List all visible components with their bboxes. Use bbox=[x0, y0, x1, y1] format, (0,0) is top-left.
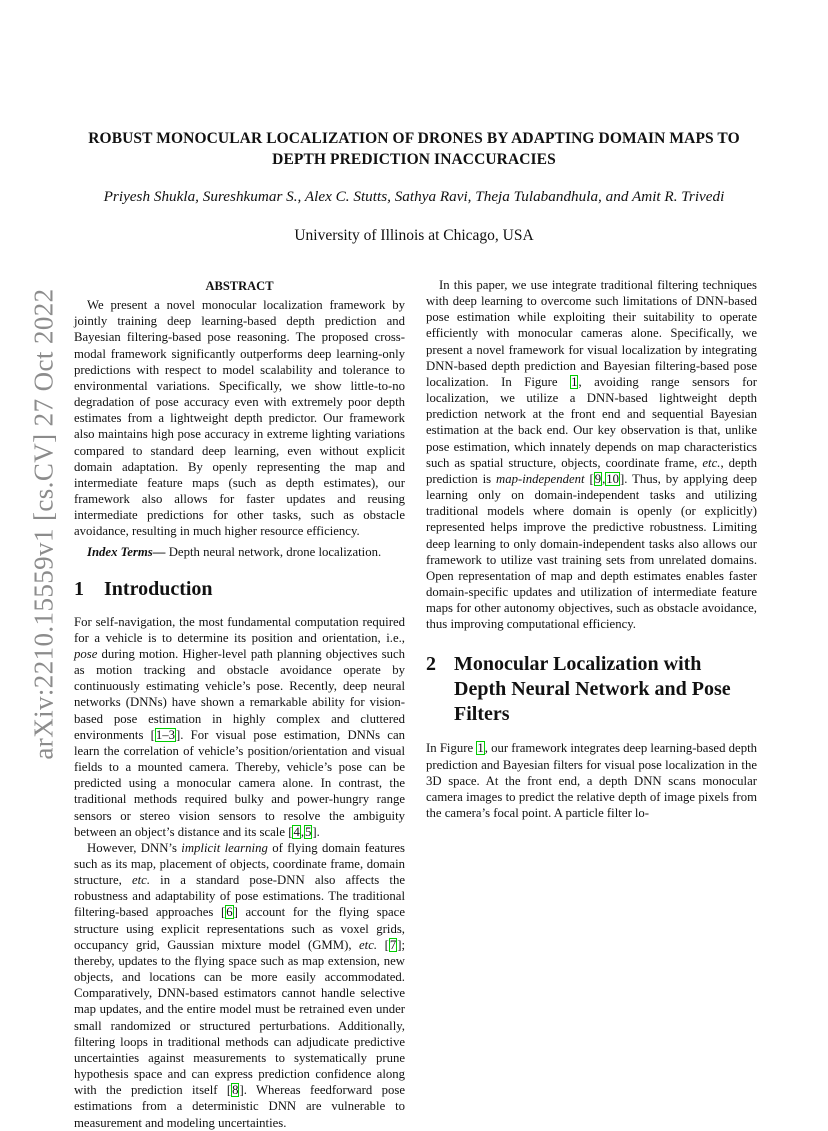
paper-title: ROBUST MONOCULAR LOCALIZATION OF DRONES BY ADAPTING DOMAIN MAPS TO DEPTH PREDICTION INACCURACIES bbox=[88, 130, 740, 168]
affiliation: University of Illinois at Chicago, USA bbox=[294, 227, 534, 244]
right-column bbox=[426, 277, 757, 821]
citation-link[interactable]: 5 bbox=[305, 824, 312, 839]
section-1-title: Introduction bbox=[104, 577, 213, 600]
citation-link[interactable]: 4 bbox=[293, 824, 300, 839]
citation-link[interactable]: 1–3 bbox=[155, 727, 176, 742]
index-terms-label: Index Terms— bbox=[87, 544, 166, 559]
citation-link[interactable]: 8 bbox=[232, 1083, 239, 1098]
section-1-heading bbox=[74, 577, 405, 602]
index-terms-text: Depth neural network, drone localization. bbox=[165, 544, 382, 559]
section-2-heading bbox=[426, 652, 757, 727]
citation-link[interactable]: 10 bbox=[606, 471, 620, 486]
figure-link[interactable]: 1 bbox=[571, 374, 578, 389]
citation-link[interactable]: 6 bbox=[226, 905, 233, 920]
section-2-paragraph-1: In Figure 1, our framework integrates deep learning-based depth prediction and Bayesian filters for visual pose localization in the 3D space. At the front end, a depth DNN scans monocular camera images to predict the relative depth of image pixels from the camera’s focal point. A particle filter lo- bbox=[426, 741, 757, 821]
section-2-number: 2 bbox=[426, 653, 436, 676]
author-list: Priyesh Shukla, Sureshkumar S., Alex C. Stutts, Sathya Ravi, Theja Tulabandhula, and Amit R. Trivedi bbox=[103, 188, 725, 205]
citation-link[interactable]: 7 bbox=[389, 937, 397, 952]
section-2-title: Monocular Localization with Depth Neural Network and Pose Filters bbox=[454, 653, 731, 726]
abstract-text: We present a novel monocular localization framework by jointly training deep learning-based depth prediction and Bayesian filtering-based pose reasoning. The proposed cross-modal framework significantly outperforms deep learning-only predictions with respect to model scalability and tolerance to environmental variations. Specifically, we show little-to-no degradation of pose accuracy even with extremely poor depth estimates from a lightweight depth predictor. Our framework also maintains high pose accuracy in extreme lighting variations compared to standard deep learning, even without explicit domain adaptation. By openly representing the map and intermediate feature maps (such as depth estimates), our framework also allows for faster updates and reusing intermediate predictions for other tasks, such as obstacle avoidance, resulting in much higher resource efficiency. bbox=[74, 298, 405, 539]
section-1-number: 1 bbox=[74, 577, 84, 600]
index-terms bbox=[74, 544, 405, 560]
citation-link[interactable]: 9 bbox=[594, 471, 602, 486]
left-column bbox=[74, 278, 405, 1131]
figure-link[interactable]: 1 bbox=[477, 741, 484, 756]
intro-paragraph-3: In this paper, we use integrate traditional filtering techniques with deep learning to overcome such limitations of DNN-based pose estimation while exploiting their suitability to operate efficiently with monocular cameras alone. Specifically, we present a novel framework for visual localization by integrating DNN-based depth prediction and Bayesian filtering-based pose localization. In Figure 1, avoiding range sensors for localization, we utilize a DNN-based lightweight depth prediction network at the front end and sequential Bayesian estimation at the back end. Our key observation is that, unlike pose estimation, which innately depends on map characteristics such as spatial structure, objects, coordinate frame, etc., depth prediction is map-independent [9,10]. Thus, by applying deep learning only on domain-independent tasks and utilizing traditional models where domain is openly (or explicitly) represented helps improve the predictive robustness. Limiting deep learning to only domain-independent tasks also allows our framework to utilize vast training sets from unrelated domains. Open representation of map and depth estimates enables faster domain-specific updates and utilization of intermediate feature maps for other autonomy objectives, such as obstacle avoidance, thus improving computational efficiency. bbox=[426, 278, 758, 632]
intro-paragraph-2: However, DNN’s implicit learning of flying domain features such as its map, placement of objects, coordinate frame, domain structure, etc. in a standard pose-DNN also affects the robustness and adaptability of pose estimations. The traditional filtering-based approaches [6] account for the flying space structure using explicit representations such as voxel grids, occupancy grid, Gaussian mixture model (GMM), etc. [7]; thereby, updates to the flying space such as map extension, new objects, and locations can be more easily accommodated. Comparatively, DNN-based estimators cannot handle selective map updates, and the entire model must be retrained even under small randomized or structured perturbations. Additionally, filtering loops in traditional methods can adjudicate predictive uncertainties against measurements to systematically prune hypothesis space and can express prediction confidence along with the prediction itself [8]. Whereas feedforward pose estimations from a deterministic DNN are vulnerable to measurement and modeling uncertainties. bbox=[74, 840, 405, 1130]
intro-paragraph-1: For self-navigation, the most fundamental computation required for a vehicle is to determine its position and orientation, i.e., pose during motion. Higher-level path planning objectives such as motion tracking and obstacle avoidance operate by continuously estimating vehicle’s pose. Recently, deep neural networks (DNNs) have shown a remarkable ability for vision-based pose estimation in highly complex and cluttered environments [1–3]. For visual pose estimation, DNNs can learn the correlation of vehicle’s position/orientation and visual fields to a mounted camera. Thereby, vehicle’s pose can be predicted using a monocular camera alone. In contrast, the traditional methods required bulky and power-hungry range sensors or stereo vision sensors to resolve the ambiguity between an object’s distance and its scale [4,5]. bbox=[74, 614, 405, 839]
arxiv-identifier: arXiv:2210.15559v1 [cs.CV] 27 Oct 2022 bbox=[28, 288, 59, 760]
abstract-heading: ABSTRACT bbox=[205, 279, 274, 293]
